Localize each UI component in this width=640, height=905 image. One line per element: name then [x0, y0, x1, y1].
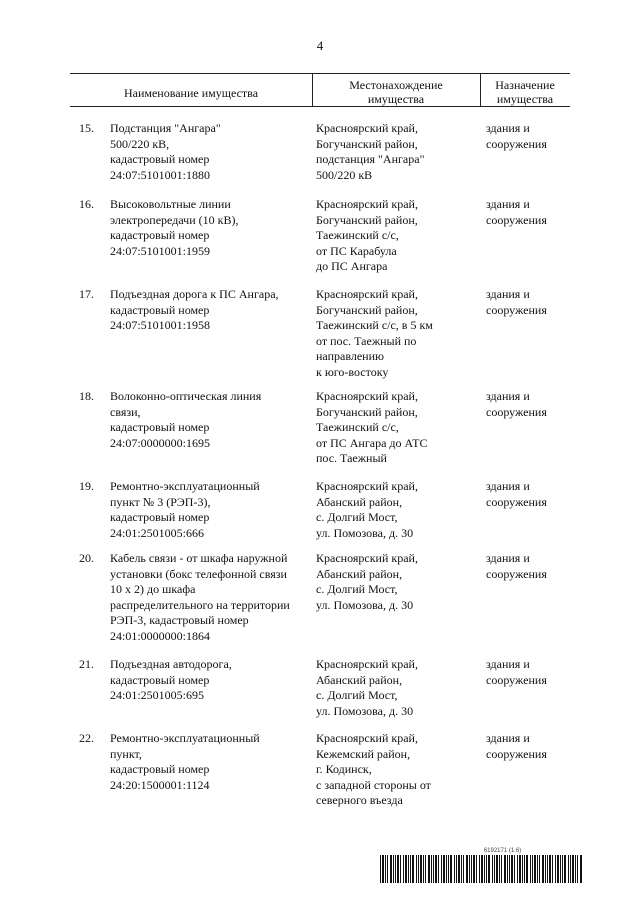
item-location-line: Таежинский с/с, в 5 км — [316, 318, 433, 332]
item-name-line: установки (бокс телефонной связи — [110, 566, 287, 581]
item-location — [316, 657, 481, 719]
item-name-line: кадастровый номер — [110, 420, 210, 434]
column-header-location: Местонахождение имущества — [349, 78, 443, 106]
item-purpose-line: сооружения — [486, 136, 547, 151]
item-name-line: 24:20:1500001:1124 — [110, 777, 210, 792]
item-name-line: 24:01:0000000:1864 — [110, 628, 211, 643]
item-location-line: к юго-востоку — [316, 364, 389, 379]
item-purpose-line: сооружения — [486, 494, 547, 509]
item-location — [316, 287, 481, 380]
item-location-line: пос. Таежный — [316, 451, 387, 465]
item-name-line: связи, — [110, 404, 141, 419]
item-name-line: Кабель связи - от шкафа наружной — [110, 551, 288, 565]
item-location — [316, 479, 481, 541]
column-header-name: Наименование имущества — [123, 86, 259, 100]
item-name — [110, 479, 305, 541]
item-location-line: с. Долгий Мост, — [316, 688, 398, 702]
item-location — [316, 389, 481, 467]
item-location-line: от ПС Ангара до АТС — [316, 435, 428, 450]
item-location-line: подстанция "Ангара" — [316, 152, 425, 166]
item-location-line: 500/220 кВ — [316, 167, 373, 182]
item-location-line: Абанский район, — [316, 494, 403, 509]
item-name-line: распределительного на территории — [110, 597, 290, 612]
item-location-line: с западной стороны от — [316, 777, 431, 792]
item-purpose-line: здания и — [486, 121, 530, 135]
item-name-line: кадастровый номер — [110, 762, 210, 776]
item-location-line: северного въезда — [316, 793, 403, 807]
item-location-line: г. Кодинск, — [316, 762, 372, 776]
item-purpose-line: здания и — [486, 287, 530, 301]
item-name-line: электропередачи (10 кВ), — [110, 212, 239, 227]
item-location-line: Красноярский край, — [316, 551, 418, 565]
row-number: 15. — [79, 121, 94, 135]
item-purpose-line: здания и — [486, 197, 530, 211]
item-location-line: Красноярский край, — [316, 389, 418, 403]
item-name-line: Подъездная дорога к ПС Ангара, — [110, 287, 279, 301]
item-location-line: с. Долгий Мост, — [316, 510, 398, 524]
item-location-line: Кежемский район, — [316, 746, 411, 761]
item-name-line: кадастровый номер — [110, 510, 210, 524]
item-name-line: кадастровый номер — [110, 228, 210, 242]
item-name-line: 24:07:0000000:1695 — [110, 435, 211, 450]
item-location-line: Красноярский край, — [316, 657, 418, 671]
item-name — [110, 389, 305, 451]
item-name-line: кадастровый номер — [110, 152, 210, 166]
row-number: 22. — [79, 731, 94, 745]
item-location — [316, 197, 481, 275]
item-name-line: 24:07:5101001:1959 — [110, 243, 211, 258]
item-purpose-line: сооружения — [486, 404, 547, 419]
item-location-line: с. Долгий Мост, — [316, 582, 398, 596]
item-location-line: до ПС Ангара — [316, 259, 388, 273]
item-name-line: Подстанция "Ангара" — [110, 121, 221, 135]
item-name-line: Ремонтно-эксплуатационный — [110, 731, 260, 745]
item-name-line: Волоконно-оптическая линия — [110, 389, 262, 403]
item-location-line: Богучанский район, — [316, 136, 418, 151]
item-purpose — [486, 731, 576, 762]
item-location — [316, 121, 481, 183]
item-name — [110, 731, 305, 793]
item-purpose-line: здания и — [486, 389, 530, 403]
item-location-line: Красноярский край, — [316, 121, 418, 135]
item-location-line: Богучанский район, — [316, 404, 418, 419]
row-number: 17. — [79, 287, 94, 301]
item-name-line: кадастровый номер — [110, 672, 210, 687]
item-location-line: от пос. Таежный по — [316, 333, 417, 348]
item-purpose — [486, 197, 576, 228]
column-header-purpose: Назначение имущества — [495, 78, 555, 106]
item-name-line: 24:01:2501005:695 — [110, 688, 205, 702]
item-location-line: Таежинский с/с, — [316, 420, 399, 434]
item-location-line: ул. Помозова, д. 30 — [316, 525, 414, 540]
item-purpose-line: сооружения — [486, 672, 547, 687]
item-name-line: 24:07:5101001:1958 — [110, 318, 211, 332]
row-number: 16. — [79, 197, 94, 211]
item-location-line: Богучанский район, — [316, 212, 418, 227]
item-location — [316, 551, 481, 613]
barcode-area — [380, 848, 585, 883]
item-location-line: направлению — [316, 349, 384, 363]
item-name — [110, 197, 305, 259]
item-name-line: 24:07:5101001:1880 — [110, 167, 211, 182]
item-name — [110, 551, 305, 644]
item-location-line: Красноярский край, — [316, 287, 418, 301]
item-location-line: Богучанский район, — [316, 302, 418, 317]
item-purpose — [486, 551, 576, 582]
item-name — [110, 287, 305, 334]
item-name-line: кадастровый номер — [110, 302, 210, 317]
page-number: 4 — [316, 38, 324, 53]
item-location-line: Абанский район, — [316, 672, 403, 687]
item-name — [110, 121, 305, 183]
item-location-line: Таежинский с/с, — [316, 228, 399, 242]
row-number: 19. — [79, 479, 94, 493]
item-name-line: Ремонтно-эксплуатационный — [110, 479, 260, 493]
item-location-line: Красноярский край, — [316, 197, 418, 211]
item-purpose-line: здания и — [486, 657, 530, 671]
item-purpose — [486, 479, 576, 510]
barcode-caption: 6192171 (1.6) — [483, 848, 522, 854]
barcode — [380, 855, 585, 883]
item-name-line: Высоковольтные линии — [110, 197, 231, 211]
row-number: 21. — [79, 657, 94, 671]
row-number: 20. — [79, 551, 94, 565]
item-name-line: пункт № 3 (РЭП-3), — [110, 494, 211, 509]
item-purpose — [486, 389, 576, 420]
table-top-rule — [70, 73, 570, 74]
item-purpose-line: здания и — [486, 731, 530, 745]
item-purpose — [486, 287, 576, 318]
item-location-line: Абанский район, — [316, 566, 403, 581]
item-name-line: РЭП-3, кадастровый номер — [110, 613, 249, 627]
item-purpose-line: сооружения — [486, 566, 547, 581]
item-purpose-line: сооружения — [486, 212, 547, 227]
item-name-line: Подъездная автодорога, — [110, 657, 232, 671]
item-name — [110, 657, 305, 704]
item-name-line: пункт, — [110, 746, 142, 761]
item-purpose-line: сооружения — [486, 746, 547, 761]
item-location-line: ул. Помозова, д. 30 — [316, 597, 414, 612]
item-location-line: Красноярский край, — [316, 479, 418, 493]
item-purpose — [486, 121, 576, 152]
item-name-line: 500/220 кВ, — [110, 136, 170, 151]
item-purpose-line: здания и — [486, 551, 530, 565]
item-name-line: 10 х 2) до шкафа — [110, 582, 196, 596]
item-purpose-line: здания и — [486, 479, 530, 493]
item-purpose-line: сооружения — [486, 302, 547, 317]
item-location — [316, 731, 481, 809]
item-name-line: 24:01:2501005:666 — [110, 525, 205, 540]
item-location-line: от ПС Карабула — [316, 243, 397, 258]
item-location-line: ул. Помозова, д. 30 — [316, 703, 414, 718]
item-location-line: Красноярский край, — [316, 731, 418, 745]
row-number: 18. — [79, 389, 94, 403]
table-header-rule — [70, 106, 570, 107]
item-purpose — [486, 657, 576, 688]
